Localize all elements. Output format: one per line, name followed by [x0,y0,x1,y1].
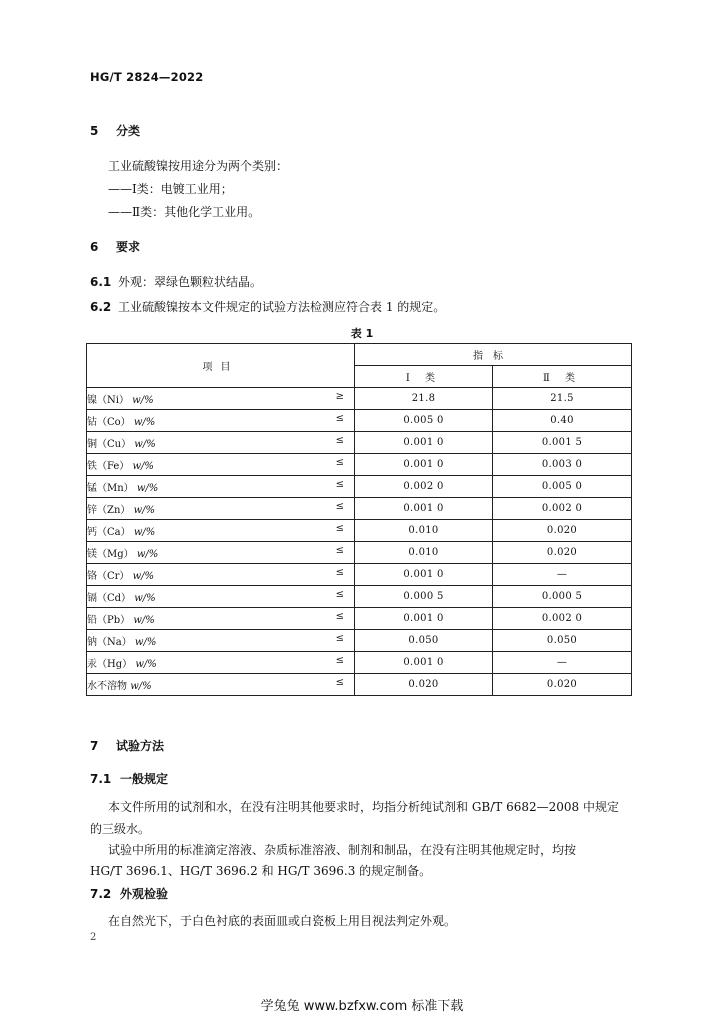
class-2-value: 0.050 [493,630,632,652]
header-class-2: Ⅱ 类 [493,366,632,388]
clause-7-1-heading [90,770,168,787]
class-1-value: 0.001 0 [355,454,493,476]
limit-symbol: ≥ [335,391,344,402]
row-item-name: 钙（Ca） [87,527,131,538]
limit-symbol: ≤ [335,523,344,534]
row-item-name: 铁（Fe） [87,461,130,472]
clause-6-1-text: 外观：翠绿色颗粒状结晶。 [118,275,263,289]
row-item-name: 镍（Ni） [87,395,129,406]
limit-symbol: ≤ [335,567,344,578]
class-1-value: 0.002 0 [355,476,493,498]
table-row [87,564,632,586]
row-item-name: 钠（Na） [87,637,132,648]
clause-7-1-title: 一般规定 [120,772,169,786]
table-row [87,432,632,454]
table-row [87,674,632,696]
row-item-cell [87,608,355,630]
header-item: 项目 [87,344,355,388]
table-row [87,630,632,652]
watermark-text: 学兔兔 www.bzfxw.com 标准下载 [260,999,464,1014]
clause-7-2-heading [90,885,168,902]
row-item-unit: w/% [133,417,156,428]
section-5-intro: 工业硫酸镍按用途分为两个类别： [108,159,289,173]
section-6-heading [90,238,140,255]
row-item-cell [87,542,355,564]
section-7-number: 7 [90,739,99,753]
row-item-cell [87,454,355,476]
limit-symbol: ≤ [335,413,344,424]
row-item-name: 钴（Co） [87,417,131,428]
clause-7-2-title: 外观检验 [120,887,169,901]
clause-6-2-text: 工业硫酸镍按本文件规定的试验方法检测应符合表 1 的规定。 [118,300,446,314]
row-item-unit: w/% [132,395,154,406]
section-7-title: 试验方法 [116,739,165,753]
limit-symbol: ≤ [335,545,344,556]
row-item-name: 水不溶物 [87,681,127,692]
row-item-unit: w/% [133,505,156,516]
table-caption: 表 1 [350,327,374,340]
class-2-value: 0.002 0 [493,498,632,520]
limit-symbol: ≤ [335,435,344,446]
requirements-table [86,343,632,696]
row-item-unit: w/% [136,483,159,494]
row-item-unit: w/% [136,549,159,560]
row-item-unit: w/% [132,571,155,582]
row-item-cell [87,498,355,520]
table-row [87,542,632,564]
class-2-value: 0.020 [493,674,632,696]
row-item-cell [87,410,355,432]
class-1-value: 0.020 [355,674,493,696]
row-item-cell [87,476,355,498]
row-item-cell [87,432,355,454]
row-item-name: 镉（Cd） [87,593,132,604]
document-code: HG/T 2824—2022 [90,70,204,84]
clause-7-2-number: 7.2 [90,887,112,901]
clause-7-1-para-2a: 试验中所用的标准滴定溶液、杂质标准溶液、制剂和制品，在没有注明其他规定时，均按 [108,843,577,857]
clause-6-2-number: 6.2 [90,300,112,314]
section-5-heading [90,122,140,139]
clause-7-1-number: 7.1 [90,772,112,786]
row-item-unit: w/% [134,439,156,450]
row-item-cell [87,674,355,696]
class-1-value: 0.001 0 [355,498,493,520]
section-6-title: 要求 [116,240,141,254]
row-item-name: 锰（Mn） [87,483,134,494]
row-item-cell [87,564,355,586]
class-2-value: 21.5 [493,388,632,410]
class-1-value: 0.010 [355,542,493,564]
class-1-value: 0.050 [355,630,493,652]
category-item-1: ——Ⅰ类：电镀工业用； [108,182,233,196]
limit-symbol: ≤ [335,677,344,688]
class-1-value: 0.010 [355,520,493,542]
class-2-value: 0.003 0 [493,454,632,476]
row-item-cell [87,630,355,652]
section-7-heading [90,737,164,754]
section-5-title: 分类 [116,124,141,138]
table-row [87,388,632,410]
row-item-name: 镁（Mg） [87,549,134,560]
row-item-unit: w/% [134,593,156,604]
limit-symbol: ≤ [335,655,344,666]
class-2-value: 0.001 5 [493,432,632,454]
category-item-2: ——Ⅱ类：其他化学工业用。 [108,205,261,219]
class-2-value: 0.020 [493,520,632,542]
clause-7-1-para-2b: HG/T 3696.1、HG/T 3696.2 和 HG/T 3696.3 的规定制备。 [90,864,432,878]
class-2-value: 0.40 [493,410,632,432]
class-1-value: 0.001 0 [355,652,493,674]
class-1-value: 0.000 5 [355,586,493,608]
limit-symbol: ≤ [335,479,344,490]
header-index: 指标 [355,344,632,366]
table-row [87,608,632,630]
class-2-value: 0.020 [493,542,632,564]
class-1-value: 0.001 0 [355,608,493,630]
limit-symbol: ≤ [335,633,344,644]
section-5-number: 5 [90,124,99,138]
row-item-cell [87,652,355,674]
table-row [87,520,632,542]
class-2-value: 0.005 0 [493,476,632,498]
class-1-value: 21.8 [355,388,493,410]
class-1-value: 0.001 0 [355,564,493,586]
row-item-cell [87,388,355,410]
row-item-cell [87,586,355,608]
row-item-name: 铜（Cu） [87,439,132,450]
row-item-cell [87,520,355,542]
clause-6-1 [90,273,262,290]
table-row [87,454,632,476]
table-row [87,586,632,608]
class-2-value: — [493,564,632,586]
clause-6-2 [90,298,445,315]
row-item-name: 铬（Cr） [87,571,130,582]
row-item-unit: w/% [130,681,152,692]
clause-7-1-para-1b: 的三级水。 [90,822,151,836]
clause-6-1-number: 6.1 [90,275,112,289]
limit-symbol: ≤ [335,589,344,600]
class-2-value: 0.000 5 [493,586,632,608]
row-item-name: 锌（Zn） [87,505,131,516]
row-item-unit: w/% [135,659,157,670]
table-row [87,652,632,674]
row-item-unit: w/% [133,527,156,538]
header-class-1: Ⅰ 类 [355,366,493,388]
row-item-name: 铅（Pb） [87,615,131,626]
limit-symbol: ≤ [335,457,344,468]
class-1-value: 0.005 0 [355,410,493,432]
row-item-name: 汞（Hg） [87,659,133,670]
class-1-value: 0.001 0 [355,432,493,454]
page-number: 2 [90,932,97,943]
limit-symbol: ≤ [335,611,344,622]
row-item-unit: w/% [134,637,157,648]
limit-symbol: ≤ [335,501,344,512]
clause-7-2-text: 在自然光下，于白色衬底的表面皿或白瓷板上用目视法判定外观。 [108,914,457,928]
table-row [87,498,632,520]
row-item-unit: w/% [132,461,154,472]
table-row [87,410,632,432]
table-header-row-1 [87,344,632,366]
class-2-value: 0.002 0 [493,608,632,630]
class-2-value: — [493,652,632,674]
table-row [87,476,632,498]
clause-7-1-para-1a: 本文件所用的试剂和水，在没有注明其他要求时，均指分析纯试剂和 GB/T 6682—2008 中规定 [108,800,619,814]
section-6-number: 6 [90,240,99,254]
row-item-unit: w/% [133,615,155,626]
